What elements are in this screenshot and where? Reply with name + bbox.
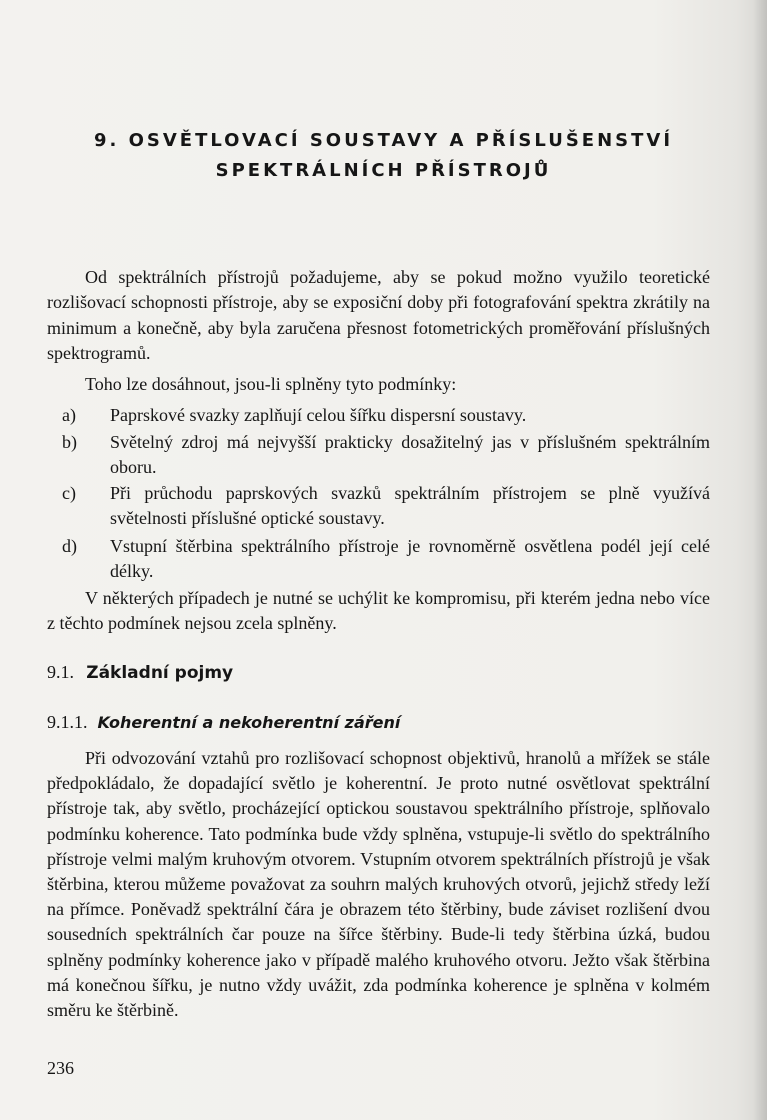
page-number: 236 — [47, 1058, 74, 1078]
chapter-title — [0, 126, 767, 186]
subsection-title: Koherentní a nekoherentní záření — [97, 713, 401, 732]
condition-text: Paprskové svazky zaplňují celou šířku dispersní soustavy. — [110, 405, 527, 425]
condition-item — [62, 403, 710, 428]
section-title: Základní pojmy — [86, 663, 234, 683]
section-heading — [47, 662, 233, 683]
main-paragraph: Při odvozování vztahů pro rozlišovací schopnost objektivů, hranolů a mřížek se stále předpokládalo, že dopadající světlo je koherentní. Je proto nutné osvětlovat spektrální přístroje tak, aby světlo, procházející optickou soustavou spektrálního přístroje, splňovalo podmínku koherence. Tato podmínka bude vždy splněna, vstupuje-li světlo do spektrálního přístroje velmi malým kruhovým otvorem. Vstupním otvorem spektrálních přístrojů je však štěrbina, kterou můžeme považovat za souhrn malých kruhových otvorů, jejichž středy leží na přímce. Poněvadž spektrální čára je obrazem této štěrbiny, bude záviset rozlišení dvou sousedních spektrálních čar pouze na šířce štěrbiny. Bude-li tedy štěrbina úzká, budou splněny podmínky koherence jako v případě malého kruhového otvoru. Ježto však štěrbina má konečnou šířku, je nutno vždy uvážit, zda podmínka koherence je splněna v kolmém směru ke štěrbině. — [47, 748, 710, 1021]
section-number: 9.1. — [47, 662, 74, 682]
conditions-intro: Toho lze dosáhnout, jsou-li splněny tyto podmínky: — [85, 374, 457, 394]
chapter-title-line-2: SPEKTRÁLNÍCH PŘÍSTROJŮ — [215, 160, 552, 181]
condition-marker: a) — [62, 405, 76, 425]
condition-marker: b) — [62, 432, 77, 452]
subsection-heading — [47, 712, 400, 733]
condition-item — [62, 481, 710, 532]
intro-paragraph: Od spektrálních přístrojů požadujeme, aby se pokud možno využilo teoretické rozlišovací schopnosti přístroje, aby se exposiční doby při fotografování spektra zkrátily na minimum a konečně, aby byla zaručena přesnost fotometrických proměřování příslušných spektrogramů. — [47, 267, 710, 364]
condition-text: Při průchodu paprskových svazků spektrálním přístrojem se plně využívá světelnosti příslušné optické soustavy. — [110, 483, 710, 529]
condition-text: Světelný zdroj má nejvyšší prakticky dosažitelný jas v příslušném spektrálním oboru. — [110, 432, 710, 478]
chapter-title-line-1: 9. OSVĚTLOVACÍ SOUSTAVY A PŘÍSLUŠENSTVÍ — [93, 130, 674, 151]
condition-marker: d) — [62, 536, 77, 556]
subsection-number: 9.1.1. — [47, 712, 88, 732]
condition-marker: c) — [62, 483, 76, 503]
closing-paragraph: V některých případech je nutné se uchýlit ke kompromisu, při kterém jedna nebo více z těchto podmínek nejsou zcela splněny. — [47, 588, 710, 634]
condition-item — [62, 430, 710, 481]
condition-item — [62, 534, 710, 585]
condition-text: Vstupní štěrbina spektrálního přístroje je rovnoměrně osvětlena podél její celé délky. — [110, 536, 710, 582]
